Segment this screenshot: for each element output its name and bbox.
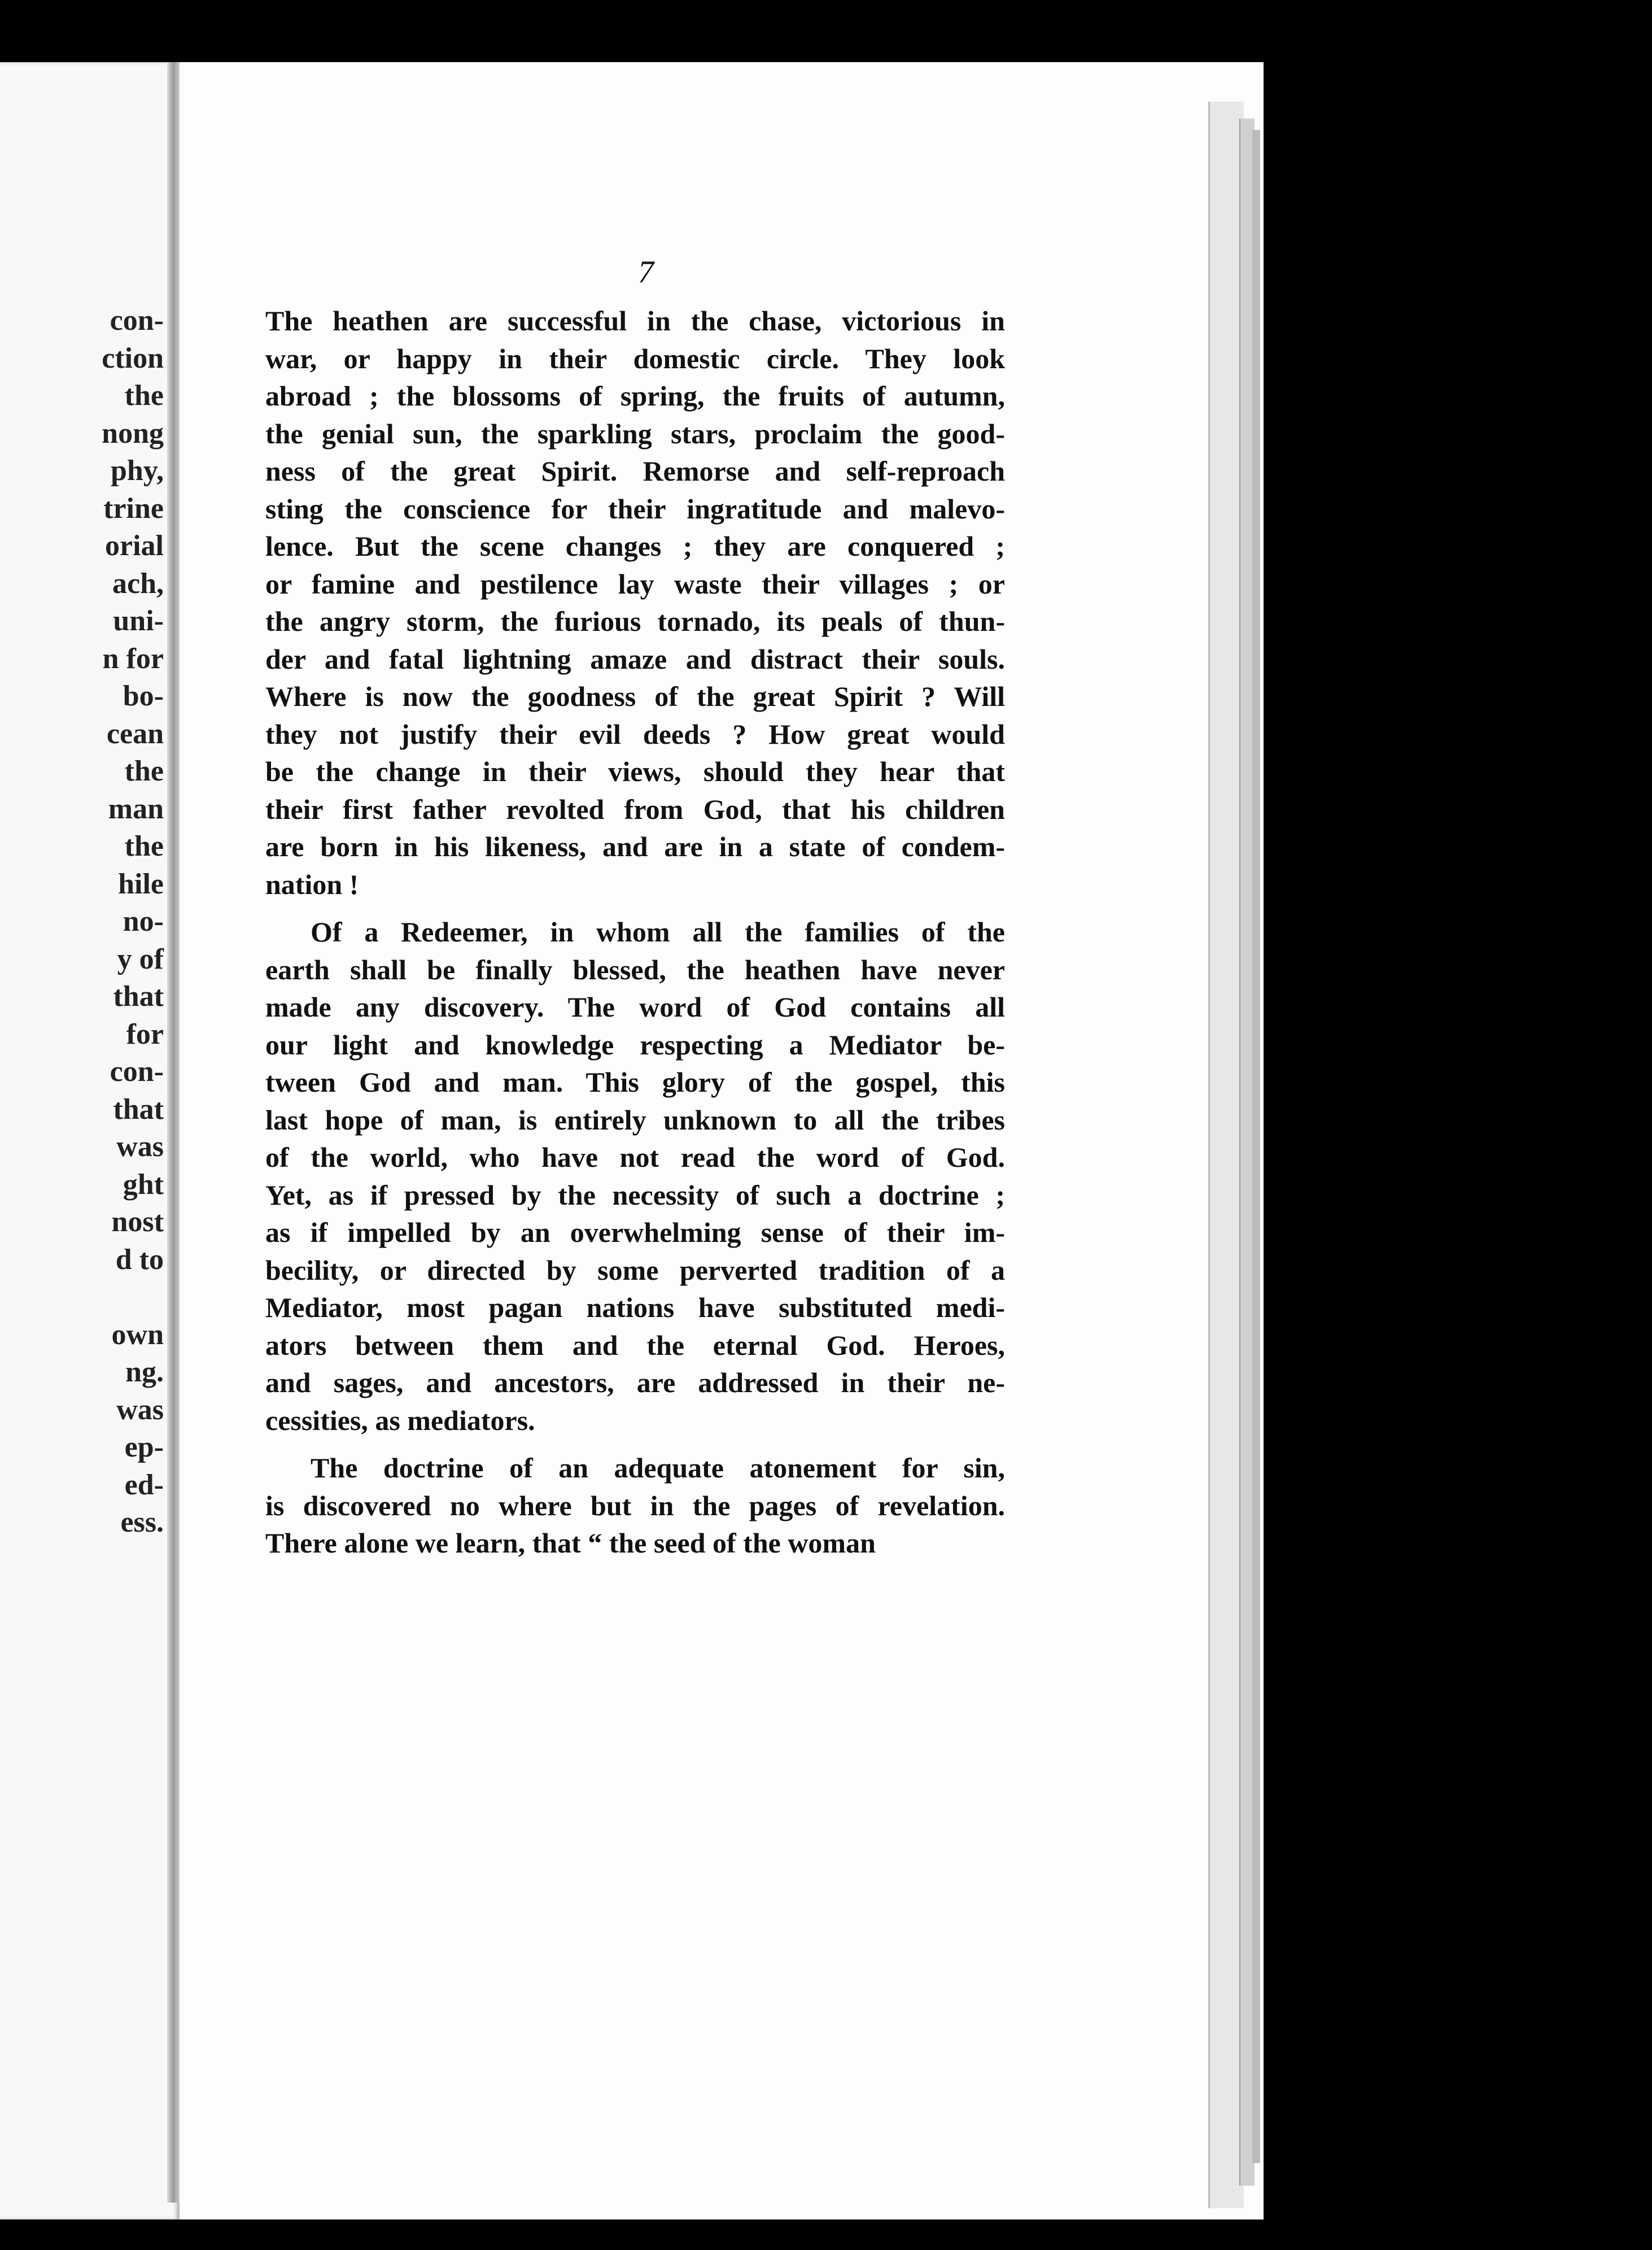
left-page-fragment: that	[113, 980, 164, 1013]
text-line: their first father revolted from God, that his children	[265, 793, 1005, 825]
text-line: war, or happy in their domestic circle. They look	[265, 342, 1005, 374]
text-line: earth shall be finally blessed, the heathen have never	[265, 953, 1005, 986]
page-edges-back	[1252, 130, 1260, 2163]
left-page-fragment: nong	[102, 417, 164, 450]
text-line: and sages, and ancestors, are addressed in their ne-	[265, 1367, 1005, 1398]
page-edges	[1208, 102, 1244, 2208]
left-page-fragment: no-	[123, 905, 164, 938]
left-page-fragment: that	[113, 1093, 164, 1126]
left-page-fragment: bo-	[123, 680, 164, 712]
text-line: The doctrine of an adequate atonement for sin,	[311, 1452, 1005, 1484]
text-line: last hope of man, is entirely unknown to all the tribes	[265, 1104, 1005, 1136]
paragraph-gap	[265, 903, 1005, 913]
text-line: abroad ; the blossoms of spring, the fruits of autumn,	[265, 380, 1005, 412]
page-body-text	[265, 302, 1005, 1562]
left-page-fragment: was	[116, 1131, 164, 1163]
left-page-fragment: cean	[106, 717, 164, 750]
text-line: ators between them and the eternal God. Heroes,	[265, 1329, 1005, 1361]
left-page-fragment: ep-	[124, 1431, 164, 1463]
left-page-fragment: ction	[102, 342, 164, 374]
paragraph	[265, 302, 1005, 903]
text-line: der and fatal lightning amaze and distract their souls.	[265, 643, 1005, 675]
left-page-fragment: ess.	[120, 1506, 164, 1538]
left-page-fragment: con-	[110, 304, 164, 337]
text-line: is discovered no where but in the pages of revelation.	[265, 1489, 1005, 1521]
left-page-fragment: the	[124, 830, 164, 862]
text-line: ness of the great Spirit. Remorse and self-reproach	[265, 455, 1005, 487]
text-line: Where is now the goodness of the great Spirit ? Will	[265, 681, 1005, 712]
left-page-fragment: ght	[123, 1168, 164, 1201]
left-page-fragment: man	[108, 792, 164, 825]
text-line: made any discovery. The word of God contains all	[265, 991, 1005, 1023]
text-line: are born in his likeness, and are in a state of condem-	[265, 831, 1005, 862]
left-page-fragment: phy,	[111, 455, 164, 487]
left-page-fragment: ach,	[112, 567, 164, 600]
paragraph-gap	[265, 1439, 1005, 1449]
left-page-fragment: trine	[103, 492, 164, 525]
left-page-fragment: the	[124, 380, 164, 412]
left-page-fragment: y of	[117, 943, 164, 975]
text-line: the genial sun, the sparkling stars, proclaim the good-	[265, 417, 1005, 450]
text-line: nation !	[265, 868, 359, 900]
left-page-fragment: ng.	[125, 1356, 164, 1388]
text-line: The heathen are successful in the chase, victorious in	[265, 305, 1005, 337]
left-page-fragment: the	[124, 755, 164, 787]
text-line: the angry storm, the furious tornado, its peals of thun-	[265, 605, 1005, 637]
left-page-fragment: d to	[115, 1243, 164, 1276]
left-page-fragment: nost	[111, 1206, 164, 1238]
left-page-fragment: for	[126, 1018, 164, 1050]
text-line: our light and knowledge respecting a Mediator be-	[265, 1028, 1005, 1061]
text-line: be the change in their views, should they hear that	[265, 756, 1005, 787]
text-line: sting the conscience for their ingratitude and malevo-	[265, 492, 1005, 525]
left-page-fragment: was	[116, 1393, 164, 1426]
text-line: they not justify their evil deeds ? How great would	[265, 718, 1005, 750]
text-line: There alone we learn, that “ the seed of the woman	[265, 1527, 876, 1559]
text-line: as if impelled by an overwhelming sense of their im-	[265, 1216, 1005, 1248]
left-page-fragment: own	[111, 1318, 164, 1351]
paragraph	[265, 1449, 1005, 1562]
text-line: or famine and pestilence lay waste their villages ; or	[265, 568, 1005, 600]
left-page-fragment: hile	[118, 867, 164, 900]
text-line: Of a Redeemer, in whom all the families of the	[311, 916, 1005, 948]
text-line: of the world, who have not read the word of God.	[265, 1141, 1005, 1173]
left-page-fragment: uni-	[113, 605, 164, 637]
text-line: becility, or directed by some perverted tradition of a	[265, 1254, 1005, 1286]
left-page-fragment: n for	[102, 642, 164, 675]
page-number: 7	[638, 255, 654, 290]
left-page-fragment: ed-	[124, 1468, 164, 1501]
book-gutter	[167, 62, 180, 2203]
text-line: lence. But the scene changes ; they are conquered ;	[265, 530, 1005, 562]
text-line: tween God and man. This glory of the gospel, this	[265, 1066, 1005, 1098]
text-line: cessities, as mediators.	[265, 1404, 535, 1436]
left-page-fragment: con-	[110, 1056, 164, 1088]
text-line: Yet, as if pressed by the necessity of such a doctrine ;	[265, 1179, 1005, 1211]
left-page-text-fragments	[0, 302, 164, 1542]
text-line: Mediator, most pagan nations have substituted medi-	[265, 1292, 1005, 1323]
paragraph	[265, 913, 1005, 1439]
left-page-fragment	[0, 1279, 164, 1316]
left-page-fragment: orial	[105, 530, 164, 562]
